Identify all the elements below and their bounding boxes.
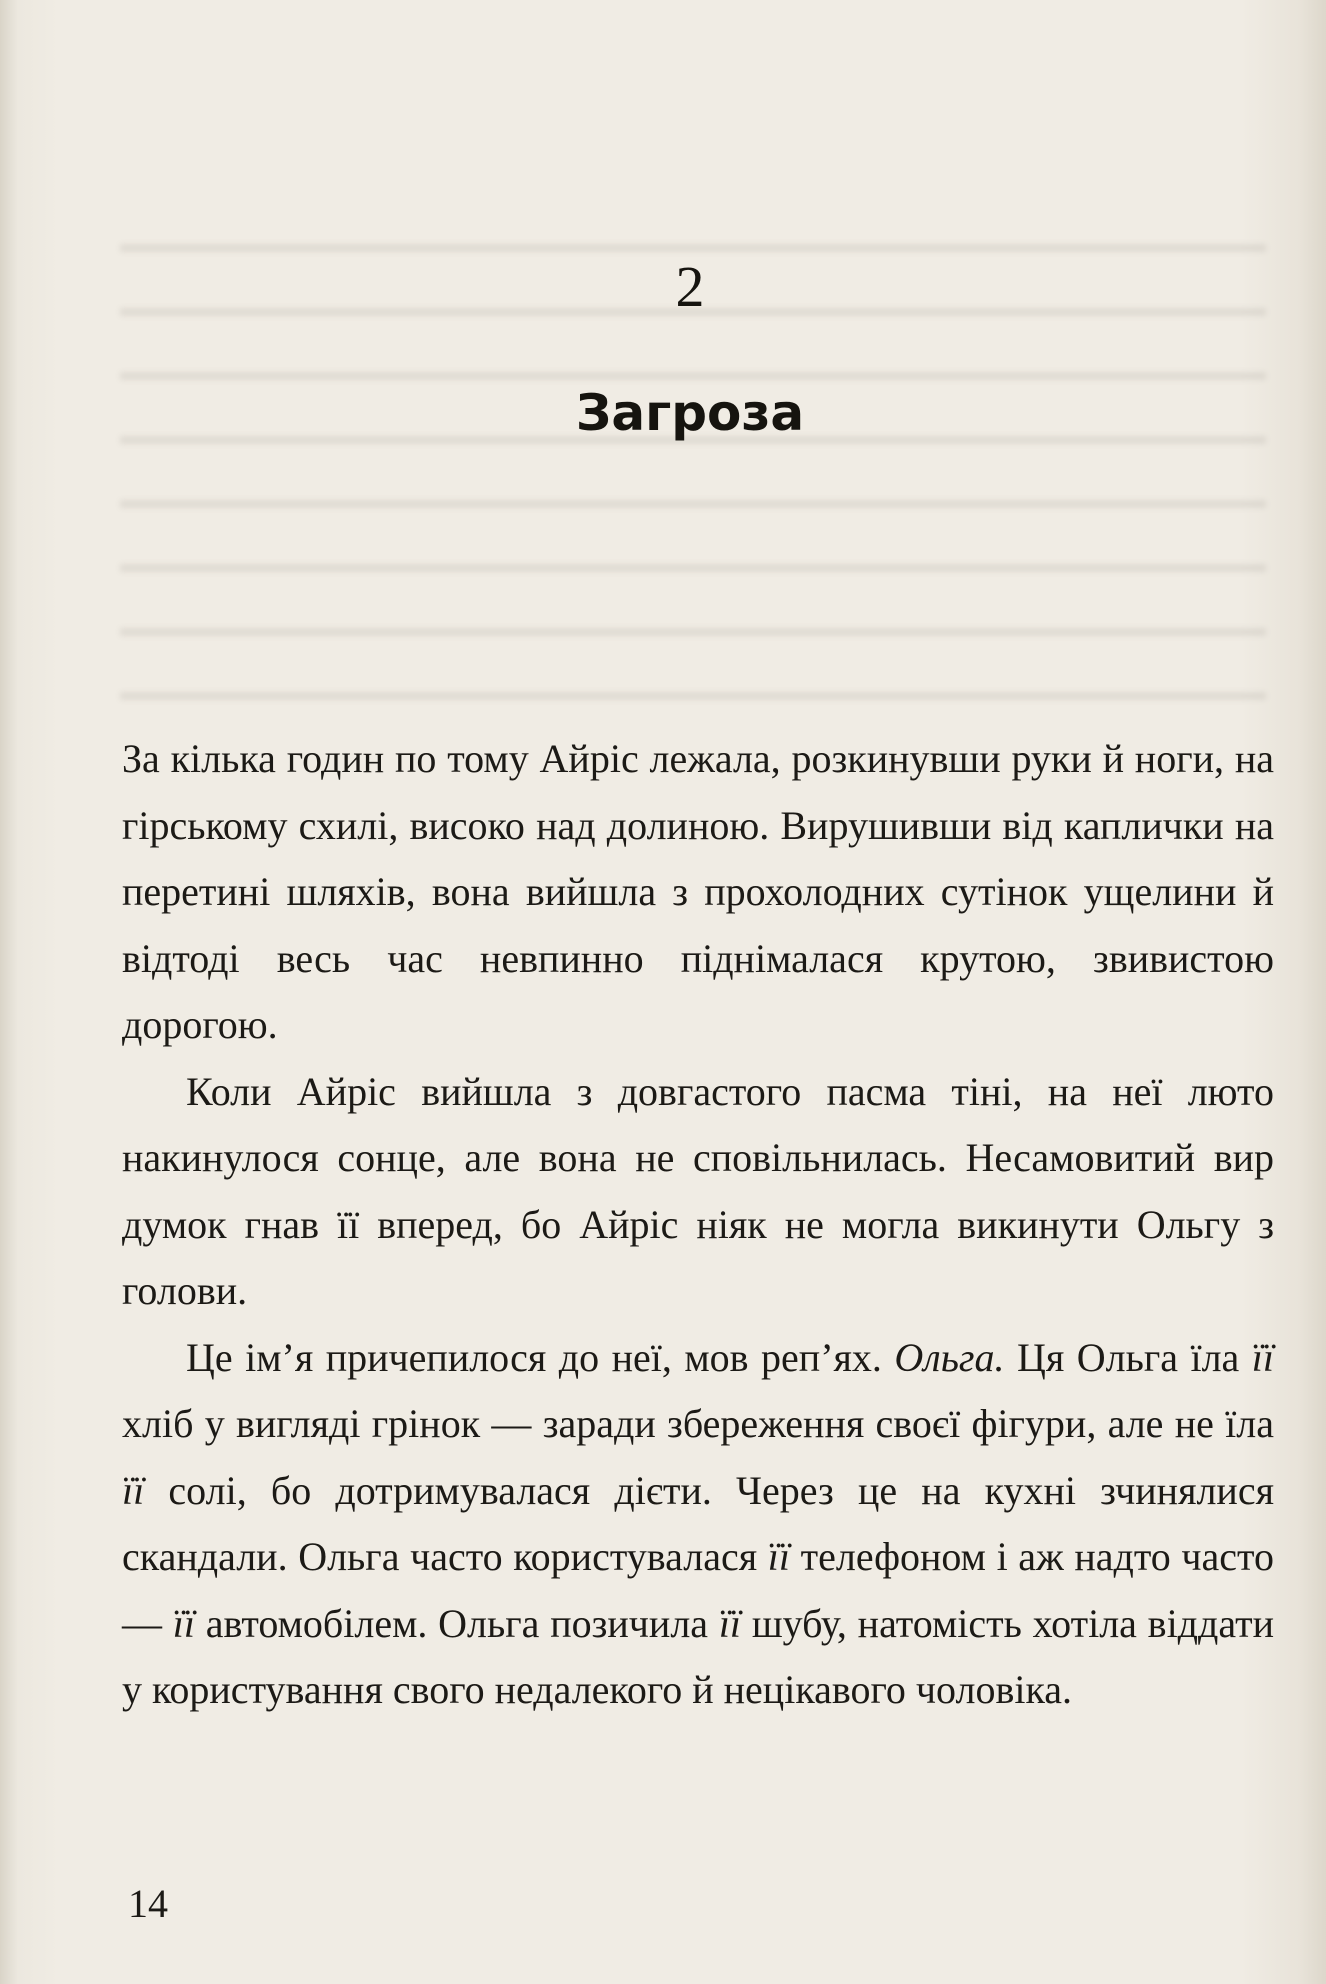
paragraph-3-text: автомобілем. Ольга позичила: [195, 1600, 719, 1646]
emphasis-her: її: [172, 1600, 195, 1646]
paragraph-2: Коли Айріс вийшла з довгастого пасма тіні, на неї люто накинулося сонце, але вона не сповільнилась. Несамовитий вир думок гнав її вперед, бо Айріс ніяк не могла викинути Ольгу з голови.: [122, 1068, 1274, 1313]
paragraph-3-text: шубу, натомість хотіла віддати у користування свого недалекого й нецікавого чоловіка.: [122, 1600, 1274, 1712]
page-number: 14: [128, 1881, 168, 1926]
emphasis-her: її: [718, 1600, 742, 1646]
paragraph-3-text: хліб у вигляді грінок — заради збереження своєї фігури, але не їла: [122, 1401, 1274, 1446]
paragraph-3-text: телефоном і аж надто часто —: [122, 1534, 1275, 1646]
emphasis-her: її: [767, 1534, 790, 1579]
chapter-number: 2: [675, 254, 705, 319]
body-text: [122, 726, 1274, 1724]
paragraph-3: [122, 1325, 1274, 1724]
emphasis-her: її: [122, 1467, 145, 1513]
emphasis-her: її: [1251, 1334, 1274, 1380]
paragraph-3-text: Це ім’я причепилося до неї, мов реп’ях.: [186, 1334, 895, 1380]
paragraph-3-text: Ця Ольга їла: [1004, 1334, 1252, 1380]
emphasis-olga: Ольга.: [894, 1334, 1005, 1380]
chapter-title: Загроза: [575, 384, 805, 442]
paragraph-3-text: солі, бо дотримувалася дієти. Через це на кухні зчинялися скандали. Ольга часто користувалася: [122, 1467, 1274, 1579]
paragraph-1: За кілька годин по тому Айріс лежала, розкинувши руки й ноги, на гірському схилі, високо над долиною. Вирушивши від каплички на перетині шляхів, вона вийшла з прохолодних сутінок ущелини й відтоді весь час невпинно піднімалася крутою, звивистою дорогою.: [122, 736, 1274, 1047]
